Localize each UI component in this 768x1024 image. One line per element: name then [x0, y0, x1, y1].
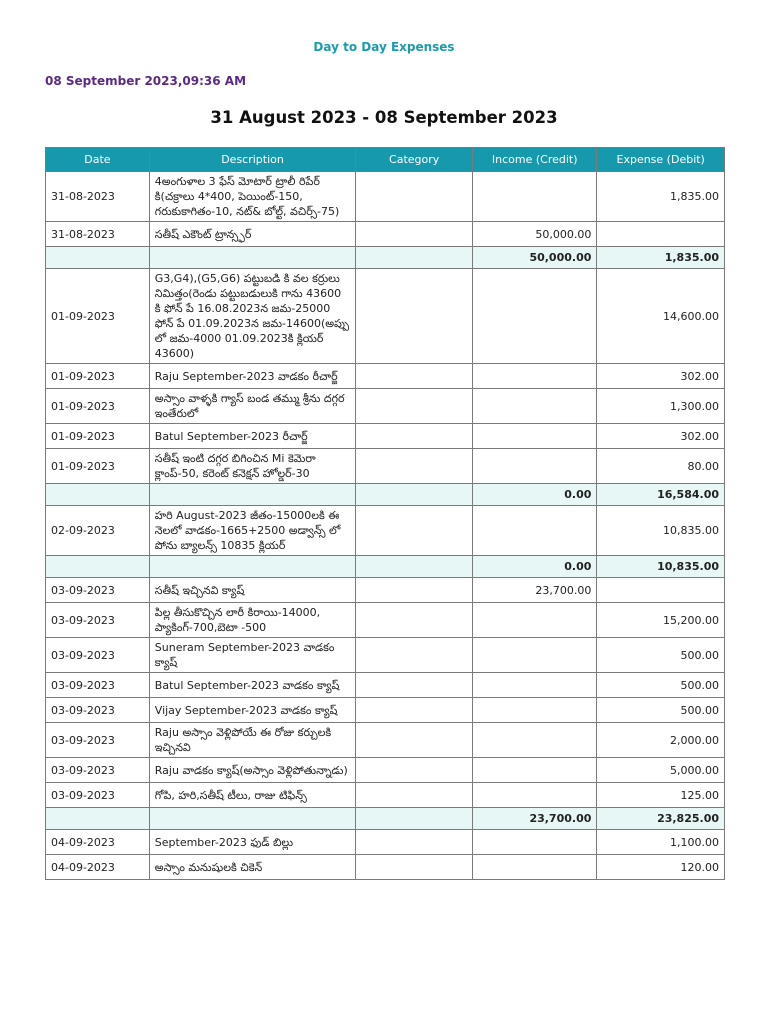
expense-cell: 1,100.00 — [597, 830, 725, 855]
date-cell: 03-09-2023 — [46, 783, 150, 808]
category-cell — [356, 723, 473, 758]
table-row — [46, 389, 725, 424]
income-cell — [473, 638, 597, 673]
income-cell — [473, 449, 597, 484]
income-cell — [473, 758, 597, 783]
expense-cell: 302.00 — [597, 364, 725, 389]
table-row — [46, 783, 725, 808]
table-row — [46, 222, 725, 247]
description-cell: Raju వాడకం క్యాష్(అస్సాం వెళ్లిపోతున్నాడు) — [149, 758, 356, 783]
description-cell: September-2023 ఫుడ్ బిల్లు — [149, 830, 356, 855]
expense-cell — [597, 578, 725, 603]
description-cell: 4అంగుళాల 3 ఫేస్ మోటార్ ట్రాలీ రిపేర్ కి(చక్రాలు 4*400, పెయింట్-150, గరుకుకాగితం-10, నట్& బోల్ట్, వచిర్స్-75) — [149, 172, 356, 222]
description-cell — [149, 808, 356, 830]
income-cell — [473, 830, 597, 855]
subtotal-row — [46, 484, 725, 506]
category-cell — [356, 638, 473, 673]
description-cell: Vijay September-2023 వాడకం క్యాష్ — [149, 698, 356, 723]
category-cell — [356, 673, 473, 698]
expense-cell: 1,835.00 — [597, 172, 725, 222]
table-header-row — [46, 148, 725, 172]
income-cell — [473, 603, 597, 638]
category-cell — [356, 578, 473, 603]
expense-cell: 16,584.00 — [597, 484, 725, 506]
table-row — [46, 758, 725, 783]
income-cell — [473, 855, 597, 880]
column-header-description: Description — [149, 148, 356, 172]
income-cell — [473, 506, 597, 556]
expense-cell — [597, 222, 725, 247]
income-cell — [473, 723, 597, 758]
table-row — [46, 269, 725, 364]
expense-cell: 302.00 — [597, 424, 725, 449]
category-cell — [356, 603, 473, 638]
column-header-category: Category — [356, 148, 473, 172]
description-cell: Raju September-2023 వాడకం రీచార్జ్ — [149, 364, 356, 389]
income-cell: 23,700.00 — [473, 808, 597, 830]
category-cell — [356, 830, 473, 855]
column-header-date: Date — [46, 148, 150, 172]
date-cell: 31-08-2023 — [46, 172, 150, 222]
expense-cell: 2,000.00 — [597, 723, 725, 758]
table-row — [46, 603, 725, 638]
date-cell — [46, 484, 150, 506]
column-header-income: Income (Credit) — [473, 148, 597, 172]
description-cell: Suneram September-2023 వాడకం క్యాష్ — [149, 638, 356, 673]
description-cell: అస్సాం మనుషులకి చికెన్ — [149, 855, 356, 880]
description-cell: Raju అస్సాం వెళ్లిపోయే ఈ రోజు కర్చులకి ఇచ్చినవి — [149, 723, 356, 758]
column-header-expense: Expense (Debit) — [597, 148, 725, 172]
income-cell — [473, 673, 597, 698]
date-cell — [46, 556, 150, 578]
date-cell: 04-09-2023 — [46, 830, 150, 855]
table-row — [46, 698, 725, 723]
category-cell — [356, 424, 473, 449]
expense-cell: 125.00 — [597, 783, 725, 808]
expense-cell: 1,835.00 — [597, 247, 725, 269]
category-cell — [356, 698, 473, 723]
date-cell: 03-09-2023 — [46, 698, 150, 723]
table-row — [46, 172, 725, 222]
description-cell: సతీష్ ఇంటి దగ్గర బిగించిన Mi కెమెరా క్లాంప్-50, కరెంట్ కనెక్షన్ హోల్డర్-30 — [149, 449, 356, 484]
income-cell — [473, 269, 597, 364]
subtotal-row — [46, 808, 725, 830]
expense-cell: 15,200.00 — [597, 603, 725, 638]
date-cell: 02-09-2023 — [46, 506, 150, 556]
date-cell: 31-08-2023 — [46, 222, 150, 247]
description-cell: సతీష్ ఇచ్చినవి క్యాష్ — [149, 578, 356, 603]
description-cell: పిల్ల తీసుకొచ్చిన లారీ కిరాయి-14000, ప్యాకింగ్-700,బెటా -500 — [149, 603, 356, 638]
date-cell: 01-09-2023 — [46, 424, 150, 449]
table-row — [46, 723, 725, 758]
table-row — [46, 506, 725, 556]
table-row — [46, 424, 725, 449]
table-row — [46, 364, 725, 389]
category-cell — [356, 364, 473, 389]
income-cell: 50,000.00 — [473, 222, 597, 247]
table-row — [46, 449, 725, 484]
category-cell — [356, 783, 473, 808]
table-body — [46, 172, 725, 880]
income-cell — [473, 172, 597, 222]
category-cell — [356, 269, 473, 364]
expense-cell: 500.00 — [597, 673, 725, 698]
date-cell: 03-09-2023 — [46, 673, 150, 698]
date-cell — [46, 808, 150, 830]
category-cell — [356, 484, 473, 506]
category-cell — [356, 506, 473, 556]
category-cell — [356, 449, 473, 484]
date-cell: 03-09-2023 — [46, 578, 150, 603]
description-cell: Batul September-2023 రీచార్జ్ — [149, 424, 356, 449]
date-cell: 03-09-2023 — [46, 603, 150, 638]
expense-cell: 500.00 — [597, 698, 725, 723]
income-cell — [473, 424, 597, 449]
description-cell: అస్సాం వాళ్ళకి గ్యాస్ బండ తమ్ము శ్రీను దగ్గర ఇంతేరులో — [149, 389, 356, 424]
date-cell: 03-09-2023 — [46, 638, 150, 673]
description-cell: హరి August-2023 జీతం-15000లకి ఈ నెలలో వాడకం-1665+2500 అడ్వాన్స్ లో పోను బ్యాలన్స్ 10835 క్లియర్ — [149, 506, 356, 556]
report-title: 31 August 2023 - 08 September 2023 — [210, 108, 558, 127]
category-cell — [356, 172, 473, 222]
subtotal-row — [46, 556, 725, 578]
expense-cell: 500.00 — [597, 638, 725, 673]
expense-cell: 1,300.00 — [597, 389, 725, 424]
expense-cell: 5,000.00 — [597, 758, 725, 783]
date-cell: 04-09-2023 — [46, 855, 150, 880]
category-cell — [356, 556, 473, 578]
date-cell: 01-09-2023 — [46, 269, 150, 364]
description-cell: G3,G4),(G5,G6) పట్టుబడి కి వల కర్రులు నిమిత్తం(రెండు పట్టుబడులుకి గాను 43600 కి ఫోన్ పే 16.08.2023న జమ-25000 ఫోన్ పే 01.09.2023న జమ-14600(అప్పు లో జమ-4000 01.09.2023కి క్లియర్ 43600) — [149, 269, 356, 364]
expense-cell: 120.00 — [597, 855, 725, 880]
date-cell: 01-09-2023 — [46, 364, 150, 389]
description-cell: సతీష్ ఎకౌంట్ ట్రాన్స్ఫర్ — [149, 222, 356, 247]
description-cell — [149, 484, 356, 506]
table-row — [46, 638, 725, 673]
subtotal-row — [46, 247, 725, 269]
date-cell: 03-09-2023 — [46, 758, 150, 783]
expense-cell: 23,825.00 — [597, 808, 725, 830]
category-cell — [356, 758, 473, 783]
category-cell — [356, 247, 473, 269]
description-cell — [149, 556, 356, 578]
app-title: Day to Day Expenses — [313, 40, 455, 54]
category-cell — [356, 808, 473, 830]
table-row — [46, 855, 725, 880]
category-cell — [356, 389, 473, 424]
description-cell: Batul September-2023 వాడకం క్యాష్ — [149, 673, 356, 698]
date-cell: 01-09-2023 — [46, 389, 150, 424]
income-cell — [473, 389, 597, 424]
expense-cell: 10,835.00 — [597, 506, 725, 556]
category-cell — [356, 855, 473, 880]
category-cell — [356, 222, 473, 247]
expenses-table — [45, 147, 725, 880]
income-cell: 0.00 — [473, 556, 597, 578]
description-cell — [149, 247, 356, 269]
description-cell: గోపి, హరి,సతీష్ టీలు, రాజు టిఫిన్స్ — [149, 783, 356, 808]
report-timestamp: 08 September 2023,09:36 AM — [45, 74, 247, 88]
date-cell: 01-09-2023 — [46, 449, 150, 484]
table-row — [46, 830, 725, 855]
expense-cell: 14,600.00 — [597, 269, 725, 364]
income-cell — [473, 698, 597, 723]
table-row — [46, 673, 725, 698]
income-cell: 50,000.00 — [473, 247, 597, 269]
income-cell: 0.00 — [473, 484, 597, 506]
income-cell: 23,700.00 — [473, 578, 597, 603]
expense-cell: 10,835.00 — [597, 556, 725, 578]
date-cell — [46, 247, 150, 269]
table-row — [46, 578, 725, 603]
income-cell — [473, 783, 597, 808]
date-cell: 03-09-2023 — [46, 723, 150, 758]
income-cell — [473, 364, 597, 389]
expense-cell: 80.00 — [597, 449, 725, 484]
